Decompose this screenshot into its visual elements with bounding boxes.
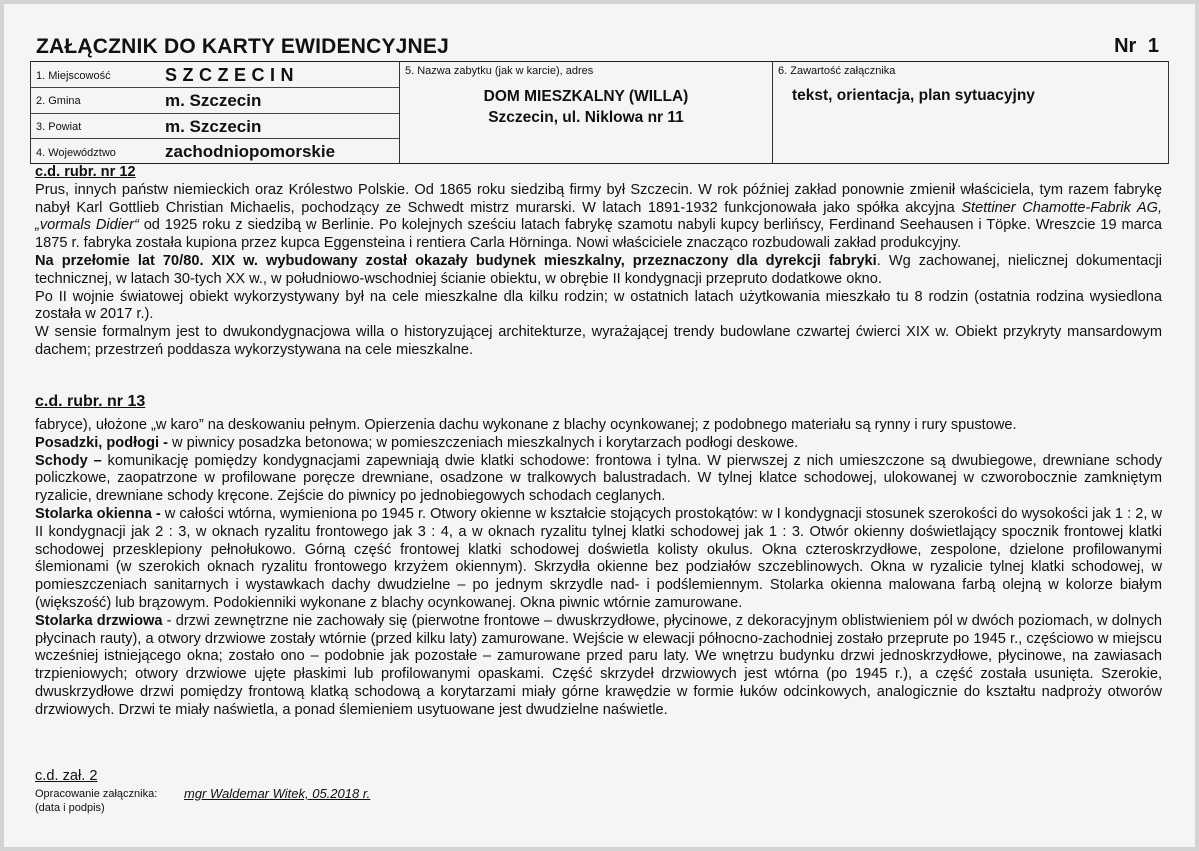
author-signature: mgr Waldemar Witek, 05.2018 r. [184,786,371,801]
grid-right-edge [1168,61,1169,164]
section-13-heading: c.d. rubr. nr 13 [35,393,146,410]
continuation-note: c.d. zał. 2 [35,768,98,784]
field-zawartosc-label: 6. Zawartość załącznika [778,65,896,77]
field-gmina-value: m. Szczecin [165,91,262,110]
section-12 [35,164,1162,360]
document-title: ZAŁĄCZNIK DO KARTY EWIDENCYJNEJ [36,35,450,58]
field-adres-value: Szczecin, ul. Niklowa nr 11 [488,109,684,126]
row-divider-2 [30,113,399,114]
field-powiat-value: m. Szczecin [165,117,262,136]
date-signature-label: (data i podpis) [35,802,105,814]
section-13-paragraph-2: Posadzki, podłogi - w piwnicy posadzka betonowa; w pomieszczeniach mieszkalnych i korytarzach podłogi deskowe. [35,434,799,451]
grid-divider-2 [772,61,773,164]
field-miejscowosc-label: 1. Miejscowość [36,70,111,82]
section-13-paragraph-4: Stolarka okienna - w całości wtórna, wymieniona po 1945 r. Otwory okienne w kształcie stojących prostokątów: w I kondygnacji stosunek szerokości do wysokości jak 1 : 2, w II kondygnacji jak 2 : 3, w oknach ryzalitu frontowego jak 3 : 4, a w oknach ryzalitu tylnej klatki schodowej jak 1 : 3. Otwór okienny doświetlający spocznik frontowej klatki schodowej przesklepiony pełnołukowo. Górną część frontowej klatki schodowej doświetla kolisty okulus. Okna czteroskrzydłowe, zespolone, dzielone profilowanymi ślemionami (w szerokich oknach ryzalitu frontowego krzyżem okiennym). Skrzydła okienne bez podziałów szczeblinowych. Okna w ryzalicie tylnej klatki schodowej, w pomieszczeniach sanitarnych i wystawkach dachy dwudzielne – po jednym skrzydle nad- i podślemiennym. Stolarka okienna malowana farbą olejną w kolorze białym (większość) lub brązowym. Podokienniki wykonane z blachy ocynkowanej. Okna piwnic wtórnie zamurowane. [35,505,1162,611]
section-13-paragraph-5: Stolarka drzwiowa - drzwi zewnętrzne nie zachowały się (pierwotne frontowe – dwuskrzydłowe, płycinowe, z dekoracyjnym oblistwieniem pól w dwóch poziomach, w dolnych płycinach rauty), a otwory drzwiowe zostały wtórnie (przed kilku laty) zamurowane. Wejście w elewacji północno-zachodniej zostało przeprute po 1945 r., częściowo w miejscu wcześniej istniejącego okna; zostało ono – podobnie jak pozostałe – zamurowane przed paru laty. We wnętrzu budynku drzwi jednoskrzydłowe, płycinowe, na zawiasach trzpieniowych; otwory drzwiowe ujęte płaskimi lub profilowanymi opaskami. Część skrzydeł drzwiowych jest wtórna (po 1945 r.), a część została usunięta. Szerokie, dwuskrzydłowe drzwi pomiędzy frontową klatką schodową a korytarzami miały górne krawędzie w formie łuków odcinkowych, analogicznie do kształtu nadproży otworów drzwiowych. Drzwi te miały naświetla, a ponad ślemieniem usytuowane jest dwudzielne naświetle. [35,612,1162,718]
section-13-paragraph-3: Schody – komunikację pomiędzy kondygnacjami zapewniają dwie klatki schodowe: frontowa i tylna. W pierwszej z nich umieszczone są dwubiegowe, drewniane schody policzkowe, zaopatrzone w profilowane poręcze drewniane, osadzone w tralkowych balustradach. W tylnej klatce schodowej, ulokowanej w czworobocznie zamkniętym ryzalicie, drewniane schody kręcone. Zejście do piwnicy po jednobiegowych schodach ceglanych. [35,452,1162,505]
prepared-by-label: Opracowanie załącznika: [35,788,158,800]
section-13-paragraph-1: fabryce), ułożone „w karo” na deskowaniu pełnym. Opierzenia dachu wykonane z blachy ocynkowanej; z podobnego materiału są rynny i rury spustowe. [35,417,1017,433]
row-divider-1 [30,87,399,88]
section-13 [35,417,1162,720]
section-12-paragraph-4: W sensie formalnym jest to dwukondygnacjowa willa o historyzującej architekturze, wyrażającej trendy budowlane czwartej ćwierci XIX w. Obiekt przykryty mansardowym dachem; przestrzeń poddasza wykorzystywana na cele mieszkalne. [35,324,1162,358]
header-top-rule [30,61,1169,62]
field-miejscowosc-value: SZCZECIN [165,65,299,85]
attachment-number: Nr 1 [1114,35,1159,57]
field-wojewodztwo-value: zachodniopomorskie [165,142,336,161]
field-gmina-label: 2. Gmina [36,95,81,107]
field-wojewodztwo-label: 4. Województwo [36,147,116,159]
section-12-heading: c.d. rubr. nr 12 [35,164,136,180]
field-nazwa-value: DOM MIESZKALNY (WILLA) [483,88,689,105]
field-powiat-label: 3. Powiat [36,121,82,133]
field-zawartosc-value: tekst, orientacja, plan sytuacyjny [792,87,1035,104]
row-divider-3 [30,138,399,139]
section-12-paragraph-2: Na przełomie lat 70/80. XIX w. wybudowany został okazały budynek mieszkalny, przeznaczony dla dyrekcji fabryki. Wg zachowanej, nielicznej dokumentacji technicznej, w latach 30-tych XX w., w południowo-wschodniej ścianie obiektu, w obrębie II kondygnacji przepruto dodatkowe okno. [35,252,1162,287]
field-nazwa-label: 5. Nazwa zabytku (jak w karcie), adres [405,65,594,77]
section-12-paragraph-3: Po II wojnie światowej obiekt wykorzystywany był na cele mieszkalne dla kilku rodzin; w ostatnich latach użytkowania mieszkało tu 8 rodzin (ostatnia rodzina wysiedlona została w 2017 r.). [35,288,1162,323]
section-12-paragraph-1: Prus, innych państw niemieckich oraz Królestwo Polskie. Od 1865 roku siedzibą firmy był Szczecin. W rok później zakład ponownie zmienił właściciela, tym razem fabrykę nabył Karl Gottlieb Christian Michaelis, pochodzący ze Schwedt mistrz murarski. W latach 1891-1932 funkcjonowała jako spółka akcyjna Stettiner Chamotte-Fabrik AG, „vormals Didier“ od 1925 roku z siedzibą w Berlinie. Po kolejnych sześciu latach fabrykę szamotu nabyli kupcy berlińscy, Ferdinand Seehausen i Töpke. Wreszcie 19 marca 1875 r. fabryka została kupiona przez kupca Eggensteina i rentiera Carla Hörninga. Nowi właściciele znacząco rozbudowali zakład produkcyjny. [35,181,1163,252]
